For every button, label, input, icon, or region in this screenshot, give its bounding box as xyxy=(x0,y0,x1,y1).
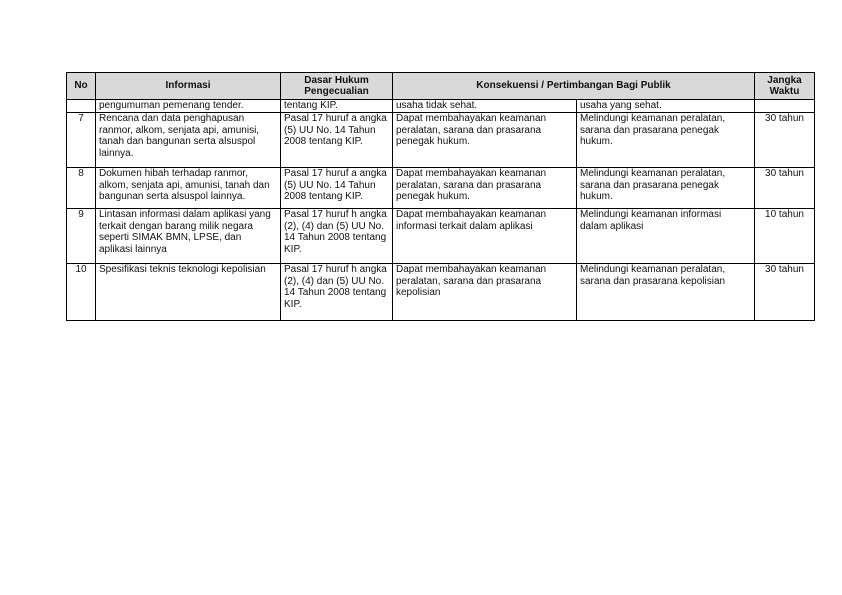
cell-jangka-waktu: 30 tahun xyxy=(755,264,815,321)
cell-jangka-waktu: 30 tahun xyxy=(755,113,815,168)
cell-pertimbangan: usaha yang sehat. xyxy=(577,100,755,113)
cell-pertimbangan: Melindungi keamanan peralatan, sarana dan prasarana penegak hukum. xyxy=(577,168,755,209)
cell-informasi: Spesifikasi teknis teknologi kepolisian xyxy=(96,264,281,321)
cell-no: 9 xyxy=(67,209,96,264)
cell-konsekuensi: Dapat membahayakan keamanan peralatan, sarana dan prasarana penegak hukum. xyxy=(393,113,577,168)
cell-konsekuensi: Dapat membahayakan keamanan peralatan, sarana dan prasarana penegak hukum. xyxy=(393,168,577,209)
cell-dasar-hukum: Pasal 17 huruf h angka (2), (4) dan (5) UU No. 14 Tahun 2008 tentang KIP. xyxy=(281,209,393,264)
table-row xyxy=(67,100,815,113)
cell-konsekuensi: Dapat membahayakan keamanan informasi terkait dalam aplikasi xyxy=(393,209,577,264)
exception-table xyxy=(66,72,815,321)
cell-informasi: Rencana dan data penghapusan ranmor, alkom, senjata api, amunisi, tanah dan bangunan serta alsuspol lainnya. xyxy=(96,113,281,168)
cell-konsekuensi: usaha tidak sehat. xyxy=(393,100,577,113)
header-jangka-waktu: Jangka Waktu xyxy=(755,73,815,100)
cell-pertimbangan: Melindungi keamanan peralatan, sarana dan prasarana kepolisian xyxy=(577,264,755,321)
cell-no: 7 xyxy=(67,113,96,168)
table-row xyxy=(67,168,815,209)
header-konsekuensi: Konsekuensi / Pertimbangan Bagi Publik xyxy=(393,73,755,100)
table-row xyxy=(67,264,815,321)
cell-no: 8 xyxy=(67,168,96,209)
cell-no: 10 xyxy=(67,264,96,321)
table-row xyxy=(67,113,815,168)
cell-dasar-hukum: Pasal 17 huruf a angka (5) UU No. 14 Tahun 2008 tentang KIP. xyxy=(281,113,393,168)
table-row xyxy=(67,209,815,264)
header-informasi: Informasi xyxy=(96,73,281,100)
cell-pertimbangan: Melindungi keamanan informasi dalam aplikasi xyxy=(577,209,755,264)
cell-no xyxy=(67,100,96,113)
header-dasar-hukum: Dasar Hukum Pengecualian xyxy=(281,73,393,100)
cell-konsekuensi: Dapat membahayakan keamanan peralatan, sarana dan prasarana kepolisian xyxy=(393,264,577,321)
cell-jangka-waktu xyxy=(755,100,815,113)
cell-informasi: Dokumen hibah terhadap ranmor, alkom, senjata api, amunisi, tanah dan bangunan serta alsuspol lainnya. xyxy=(96,168,281,209)
cell-dasar-hukum: Pasal 17 huruf a angka (5) UU No. 14 Tahun 2008 tentang KIP. xyxy=(281,168,393,209)
header-no: No xyxy=(67,73,96,100)
cell-pertimbangan: Melindungi keamanan peralatan, sarana dan prasarana penegak hukum. xyxy=(577,113,755,168)
cell-dasar-hukum: tentang KIP. xyxy=(281,100,393,113)
cell-jangka-waktu: 10 tahun xyxy=(755,209,815,264)
cell-jangka-waktu: 30 tahun xyxy=(755,168,815,209)
cell-informasi: Lintasan informasi dalam aplikasi yang terkait dengan barang milik negara seperti SIMAK BMN, LPSE, dan aplikasi lainnya xyxy=(96,209,281,264)
table-header-row xyxy=(67,73,815,100)
cell-dasar-hukum: Pasal 17 huruf h angka (2), (4) dan (5) UU No. 14 Tahun 2008 tentang KIP. xyxy=(281,264,393,321)
cell-informasi: pengumuman pemenang tender. xyxy=(96,100,281,113)
